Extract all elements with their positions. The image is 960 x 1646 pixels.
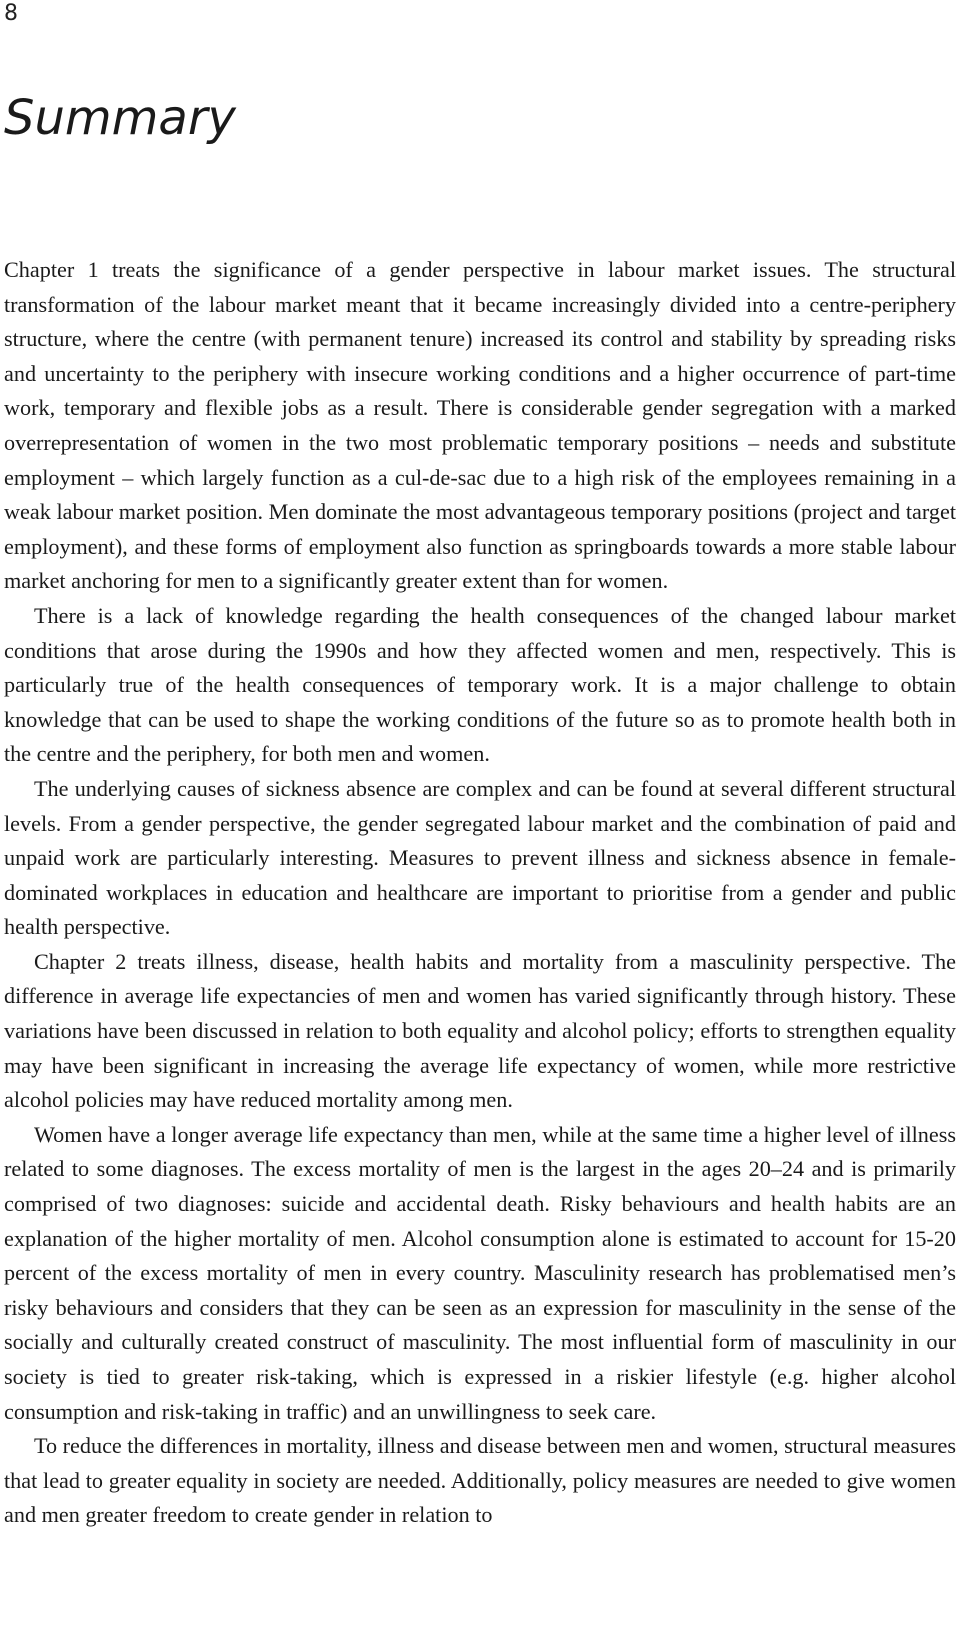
paragraph: Chapter 2 treats illness, disease, health habits and mortality from a masculinity perspective. The difference in average life expectancies of men and women has varied significantly through history. These variations have been discussed in relation to both equality and alcohol policy; efforts to strengthen equality may have been significant in increasing the average life expectancy of women, while more restrictive alcohol policies may have reduced mortality among men. bbox=[4, 948, 956, 1113]
page-title: Summary bbox=[4, 90, 236, 146]
body-text bbox=[4, 253, 956, 1533]
paragraph: The underlying causes of sickness absence are complex and can be found at several different structural levels. From a gender perspective, the gender segregated labour market and the combination of paid and unpaid work are particularly interesting. Measures to prevent illness and sickness absence in female-dominated workplaces in education and healthcare are important to prioritise from a gender and public health perspective. bbox=[4, 775, 956, 940]
paragraph: There is a lack of knowledge regarding the health consequences of the changed labour market conditions that arose during the 1990s and how they affected women and men, respectively. This is particularly true of the health consequences of temporary work. It is a major challenge to obtain knowledge that can be used to shape the working conditions of the future so as to promote health both in the centre and the periphery, for both men and women. bbox=[4, 602, 956, 767]
paragraph: Chapter 1 treats the significance of a gender perspective in labour market issues. The structural transformation of the labour market meant that it became increasingly divided into a centre-periphery structure, where the centre (with permanent tenure) increased its control and stability by spreading risks and uncertainty to the periphery with insecure working conditions and a higher occurrence of part-time work, temporary and flexible jobs as a result. There is considerable gender segregation with a marked overrepresentation of women in the two most problematic temporary positions – needs and substitute employment – which largely function as a cul-de-sac due to a high risk of the employees remaining in a weak labour market position. Men dominate the most advantageous temporary positions (project and target employment), and these forms of employment also function as springboards towards a more stable labour market anchoring for men to a significantly greater extent than for women. bbox=[4, 257, 956, 594]
paragraph: Women have a longer average life expectancy than men, while at the same time a higher level of illness related to some diagnoses. The excess mortality of men is the largest in the ages 20–24 and is primarily comprised of two diagnoses: suicide and accidental death. Risky behaviours and health habits are an explanation of the higher mortality of men. Alcohol consumption alone is estimated to account for 15-20 percent of the excess mortality of men in every country. Masculinity research has problematised men’s risky behaviours and considers that they can be seen as an expression for masculinity in the sense of the socially and culturally created construct of masculinity. The most influential form of masculinity in our society is tied to greater risk-taking, which is expressed in a riskier lifestyle (e.g. higher alcohol consumption and risk-taking in traffic) and an unwillingness to seek care. bbox=[4, 1121, 956, 1424]
page-number: 8 bbox=[4, 1, 18, 26]
paragraph: To reduce the differences in mortality, illness and disease between men and women, structural measures that lead to greater equality in society are needed. Additionally, policy measures are needed to give women and men greater freedom to create gender in relation to bbox=[4, 1433, 956, 1528]
